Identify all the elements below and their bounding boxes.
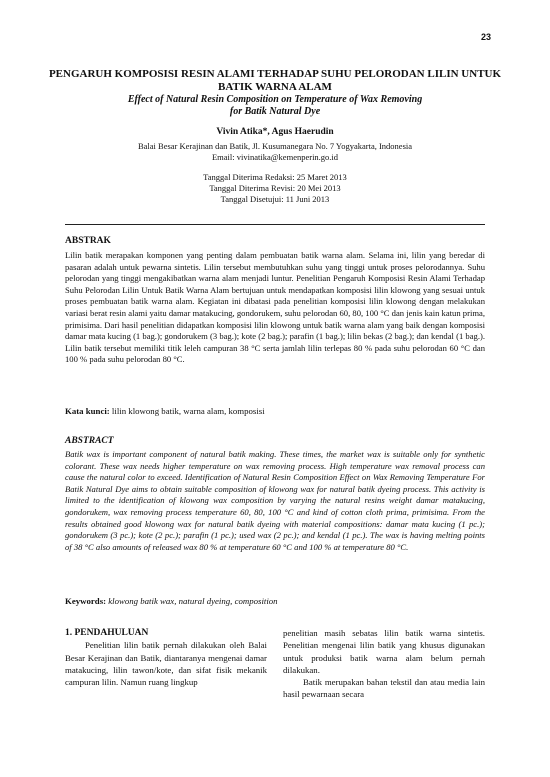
- keywords: [65, 596, 485, 606]
- page-number: 23: [480, 32, 491, 42]
- submission-dates: [40, 172, 510, 205]
- body-column-left: [65, 627, 267, 688]
- body-column-right: [283, 627, 485, 701]
- paper-subtitle: [40, 94, 510, 118]
- paper-title: PENGARUH KOMPOSISI RESIN ALAMI TERHADAP SUHU PELORODAN LILIN UNTUK BATIK WARNA ALAM: [48, 68, 502, 93]
- abstrak-heading: ABSTRAK: [65, 236, 111, 246]
- section-1-heading: 1. PENDAHULUAN: [65, 628, 149, 638]
- affiliation: Balai Besar Kerajinan dan Batik, Jl. Kusumanegara No. 7 Yogyakarta, Indonesia: [137, 141, 413, 151]
- intro-paragraph-2: Batik merupakan bahan tekstil dan atau media lain hasil pewarnaan secara: [283, 677, 485, 700]
- affiliation-block: [40, 141, 510, 163]
- intro-paragraph-1: Penelitian lilin batik pernah dilakukan oleh Balai Besar Kerajinan dan Batik, diantaranya mengenai damar matakucing, lilin tawon/kote, dan sifat fisik mekanik campuran lilin. Namun ruang lingkup: [65, 640, 267, 688]
- abstract-text: Batik wax is important component of natural batik making. These times, the market wax is suitable only for synthetic colorant. These wax needs higher temperature on wax removing process. High temperature wax removal process can cause the natural color to exceed. Identification of Natural Resin Composition Effect on Wax Removing Temperature For Batik Natural Dye aims to obtain suitable composition of klowong wax for natural batik dyeing process. This activity is limited to the identification of klowong wax composition by varying the natural resins weight damar matakucing, gondorukem, wax removing process temperature 60, 80, 100 °C and kind of cotton cloth prima, primisima. From the results obtained good klowong wax for natural batik dyeing with material compositions: damar mata kucing (1 pc.); gondorukem (3 pc.); kote (2 pc.); parafin (1 pc.); used wax (2 pc.); and kendal (1 pc.). The wax is having melting points of 38 °C also amounts of released wax 80 % at temperature 60 °C and 100 % at temperature 80 °C.: [65, 449, 485, 552]
- author-list: Vivin Atika*, Agus Haerudin: [216, 127, 334, 137]
- abstrak-text: Lilin batik merapakan komponen yang penting dalam pembuatan batik warna alam. Selama ini, lilin yang beredar di pasaran adalah untuk pewarna sintetis. Lilin tersebut membutuhkan suhu yang tinggi untuk proses pelorodannya. Suhu pelorodan yang tinggi mengakibatkan warna alam menjadi luntur. Penelitian Pengaruh Komposisi Resin Alami Terhadap Suhu Pelorodan Lilin Untuk Batik Warna Alam bertujuan untuk mendapatkan komposisi lilin klowong yang sesuai untuk proses pembuatan batik warna alam. Kegiatan ini dibatasi pada penelitian komposisi lilin klowong dengan melakukan variasi berat resin alami yaitu damar matakucing, gondorukem, suhu pelorodan 60, 80, 100 °C dan jenis kain katun prima, primisima. Dari hasil penelitian didapatkan komposisi lilin klowong untuk batik warna alam yang baik dengan komposisi damar mata kucing (1 bag.); gondorukem (3 bag.); kote (2 bag.); parafin (1 bag.); lilin bekas (2 bag.); dan kendal (1 bag.). Lilin batik tersebut memiliki titik leleh campuran 38 °C serta jamlah lilin terlepas 80 % pada suhu pelorodan 60 °C dan 100 % pada suhu pelorodan 80 °C.: [65, 250, 485, 365]
- date-received: Tanggal Diterima Redaksi: 25 Maret 2013: [203, 172, 347, 182]
- kata-kunci-label: Kata kunci:: [65, 406, 110, 416]
- intro-paragraph-1-cont: penelitian masih sebatas lilin batik warna sintetis. Penelitian mengenai lilin batik yang khusus digunakan untuk produksi batik warna alam belum pernah dilakukan.: [283, 628, 485, 675]
- subtitle-line-1: Effect of Natural Resin Composition on Temperature of Wax Removing: [127, 94, 423, 105]
- header-divider: [65, 224, 485, 225]
- author-email: Email: vivinatika@kemenperin.go.id: [211, 152, 339, 162]
- date-accepted: Tanggal Disetujui: 11 Juni 2013: [220, 194, 330, 204]
- subtitle-line-2: for Batik Natural Dye: [229, 106, 321, 117]
- keywords-text: klowong batik wax, natural dyeing, composition: [106, 596, 278, 606]
- kata-kunci: [65, 406, 485, 416]
- keywords-label: Keywords:: [65, 596, 107, 606]
- kata-kunci-text: lilin klowong batik, warna alam, komposisi: [109, 406, 265, 416]
- abstract-heading: ABSTRACT: [65, 436, 114, 446]
- date-revised: Tanggal Diterima Revisi: 20 Mei 2013: [209, 183, 341, 193]
